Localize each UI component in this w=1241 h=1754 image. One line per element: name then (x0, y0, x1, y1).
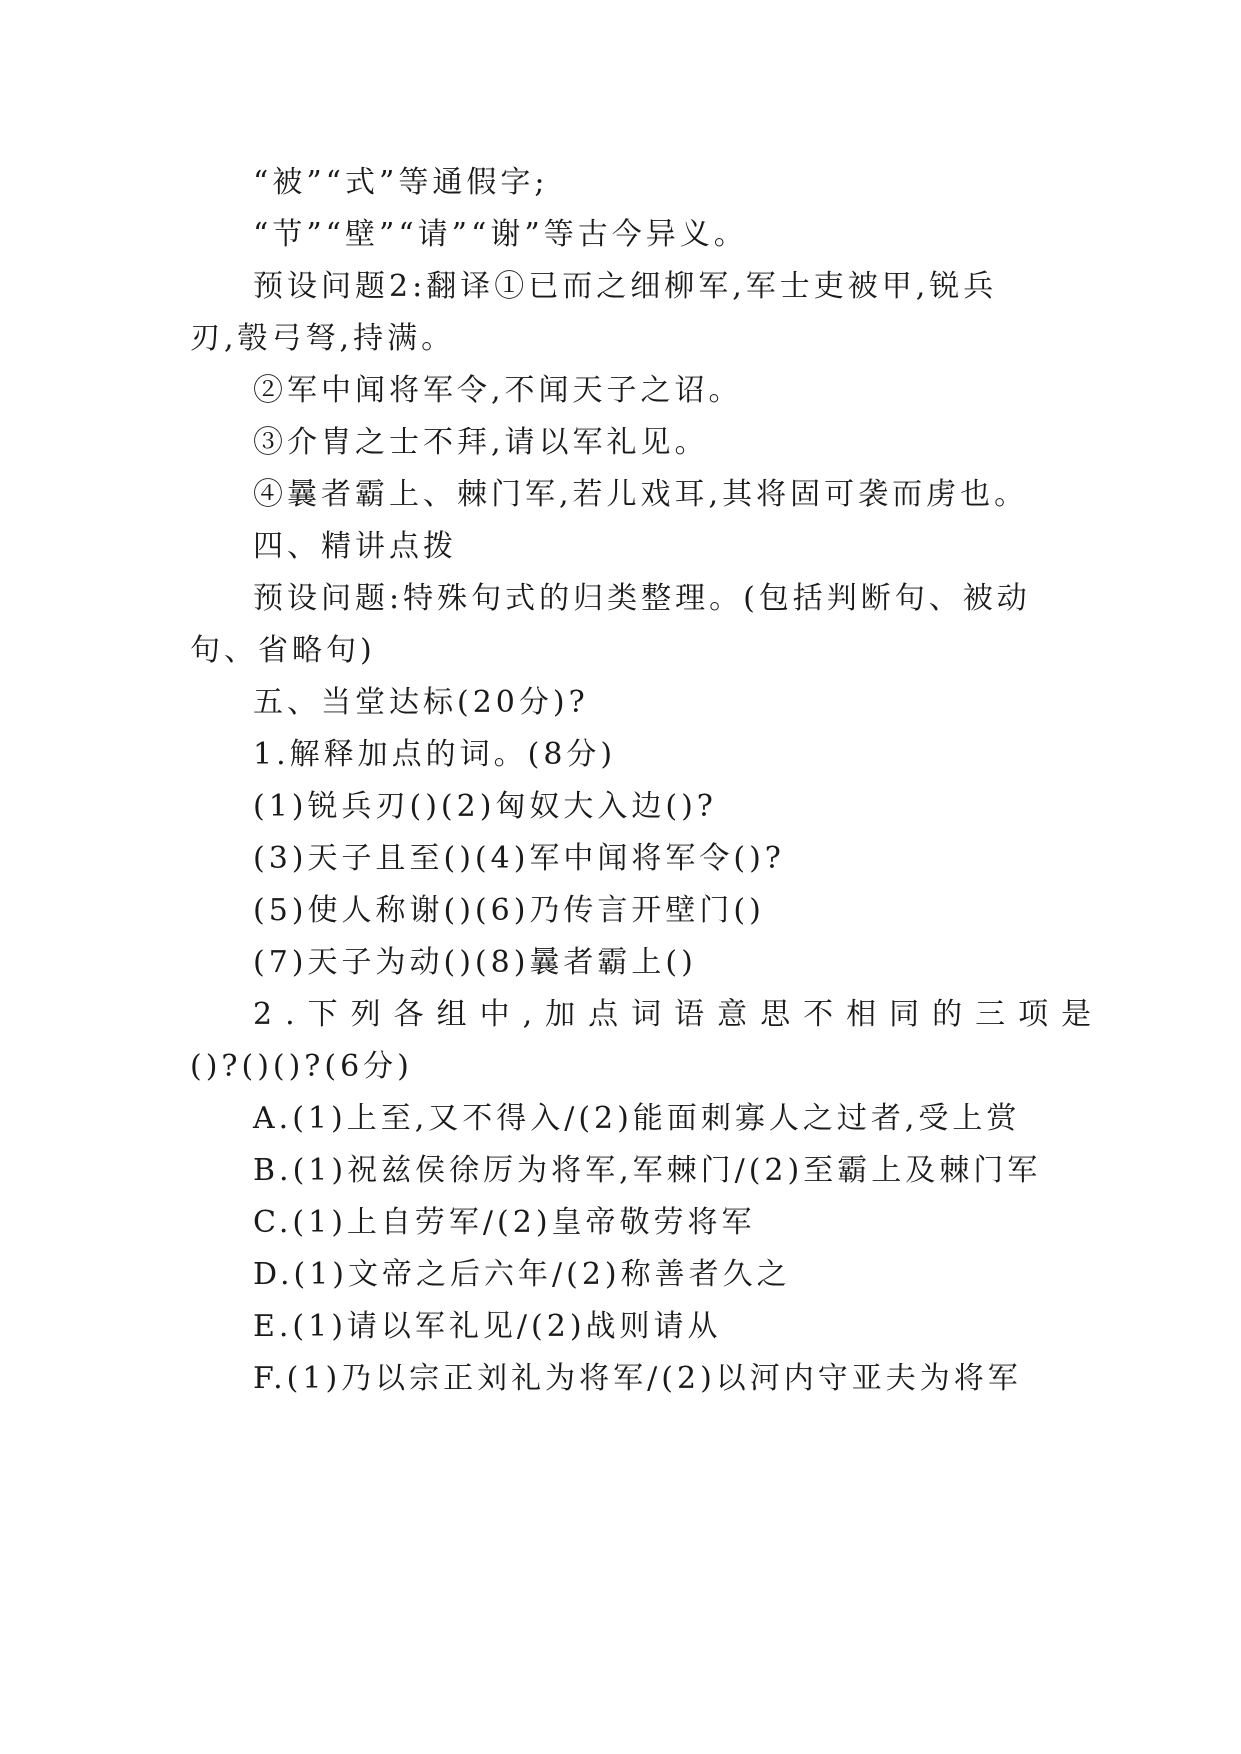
text-line-special-sentences-cont: 句、省略句) (190, 633, 376, 668)
exercise-2-title (253, 995, 1105, 1035)
text-line-gujinyiyi: “节”“壁”“请”“谢”等古今异义。 (253, 217, 748, 252)
text-line-question-2: 预设问题2:翻译①已而之细柳军,军士吏被甲,锐兵 (253, 269, 998, 304)
text-line-tongjiazi: “被”“式”等通假字; (253, 165, 549, 200)
exercise-1-items-3-4: (3)天子且至()(4)军中闻将军令()? (253, 841, 785, 876)
exercise-2-title-cont: ()?()()?(6分) (190, 1049, 413, 1084)
exercise-1-title: 1.解释加点的词。(8分) (253, 737, 617, 772)
option-a: A.(1)上至,又不得入/(2)能面刺寡人之过者,受上赏 (253, 1101, 1021, 1136)
option-e: E.(1)请以军礼见/(2)战则请从 (253, 1309, 722, 1344)
option-f: F.(1)乃以宗正刘礼为将军/(2)以河内守亚夫为将军 (253, 1361, 1022, 1396)
text-line-sentence-4: ④曩者霸上、棘门军,若儿戏耳,其将固可袭而虏也。 (253, 477, 1029, 512)
text-line-sentence-3: ③介胄之士不拜,请以军礼见。 (253, 425, 709, 460)
option-b: B.(1)祝兹侯徐厉为将军,军棘门/(2)至霸上及棘门军 (253, 1153, 1042, 1188)
section-heading-5: 五、当堂达标(20分)? (253, 685, 589, 720)
option-c: C.(1)上自劳军/(2)皇帝敬劳将军 (253, 1205, 756, 1240)
exercise-1-items-5-6: (5)使人称谢()(6)乃传言开壁门() (253, 893, 765, 928)
text-line-sentence-2: ②军中闻将军令,不闻天子之诏。 (253, 373, 743, 408)
option-d: D.(1)文帝之后六年/(2)称善者久之 (253, 1257, 791, 1292)
exercise-1-items-1-2: (1)锐兵刃()(2)匈奴大入边()? (253, 789, 717, 824)
exercise-1-items-7-8: (7)天子为动()(8)曩者霸上() (253, 945, 697, 980)
exercise-2-title-text: 2.下列各组中,加点词语意思不相同的三项是 (253, 997, 1105, 1032)
section-heading-4: 四、精讲点拨 (253, 529, 457, 564)
text-line-question-2-cont: 刃,彀弓弩,持满。 (190, 321, 456, 356)
text-line-special-sentences: 预设问题:特殊句式的归类整理。(包括判断句、被动 (253, 581, 1031, 616)
